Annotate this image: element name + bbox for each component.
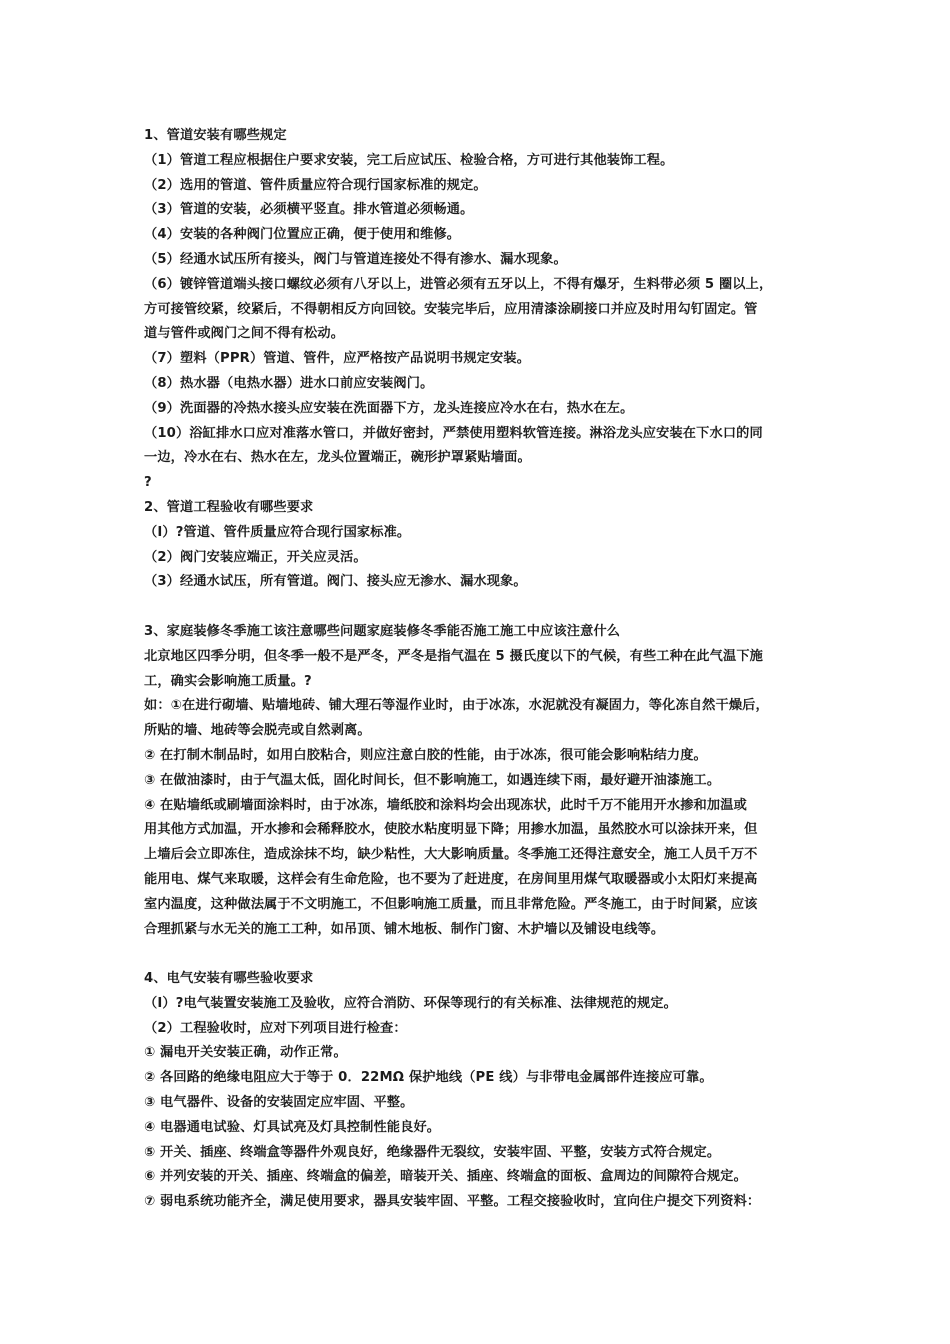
section-4-heading: 4、电气安装有哪些验收要求 [144, 971, 314, 987]
paragraph-gap [144, 595, 812, 620]
section-3-line: 室内温度，这种做法属于不文明施工，不但影响施工质量，而且非常危险。严冬施工，由于时间紧，应该 [144, 896, 758, 912]
section-4-line: ① 漏电开关安装正确，动作正常。 [144, 1045, 347, 1061]
section-1-line: （5）经通水试压所有接头，阀门与管道连接处不得有渗水、漏水现象。 [144, 251, 567, 267]
section-1-line: （8）热水器（电热水器）进水口前应安装阀门。 [144, 375, 434, 391]
section-3-line: 能用电、煤气来取暖，这样会有生命危险，也不要为了赶进度，在房间里用煤气取暖器或小太阳灯来提高 [144, 871, 758, 887]
section-1-line: （4）安装的各种阀门位置应正确，便于使用和维修。 [144, 227, 461, 243]
section-3-line: 如：①在进行砌墙、贴墙地砖、铺大理石等湿作业时，由于冰冻，水泥就没有凝固力，等化冻自然干燥后， [144, 698, 769, 714]
section-4-line: ③ 电气器件、设备的安装固定应牢固、平整。 [144, 1095, 414, 1111]
section-2-heading: 2、管道工程验收有哪些要求 [144, 499, 314, 515]
section-1-line: （2）选用的管道、管件质量应符合现行国家标准的规定。 [144, 177, 487, 193]
section-4-line: （2）工程验收时，应对下列项目进行检查： [144, 1020, 407, 1036]
section-3-line: 所贴的墙、地砖等会脱壳或自然剥离。 [144, 723, 371, 739]
section-4-line: ⑥ 并列安装的开关、插座、终端盒的偏差，暗装开关、插座、终端盒的面板、盒周边的间隙符合规定。 [144, 1169, 747, 1185]
section-4-line: ② 各回路的绝缘电阻应大于等于 0．22MΩ 保护地线（PE 线）与非带电金属部件连接应可靠。 [144, 1070, 713, 1086]
section-1-line: 一边，冷水在右、热水在左，龙头位置端正，碗形护罩紧贴墙面。 [144, 450, 531, 466]
section-1-line: （1）管道工程应根据住户要求安装，完工后应试压、检验合格，方可进行其他装饰工程。 [144, 152, 674, 168]
section-3-line: 工，确实会影响施工质量。? [144, 673, 312, 689]
section-3-line: 合理抓紧与水无关的施工工种，如吊顶、铺木地板、制作门窗、木护墙以及铺设电线等。 [144, 921, 665, 937]
section-4-line: ⑤ 开关、插座、终端盒等器件外观良好，绝缘器件无裂纹，安装牢固、平整，安装方式符合规定。 [144, 1144, 721, 1160]
section-1-heading: 1、管道安装有哪些规定 [144, 128, 287, 143]
section-1-line: （7）塑料（PPR）管道、管件，应严格按产品说明书规定安装。 [144, 351, 531, 367]
document-page [144, 124, 812, 1215]
section-4-line: （I）?电气装置安装施工及验收，应符合消防、环保等现行的有关标准、法律规范的规定。 [144, 995, 678, 1011]
section-1-line: 道与管件或阀门之间不得有松动。 [144, 326, 345, 342]
section-1-line: ? [144, 475, 152, 491]
section-1-line: （3）管道的安装，必须横平竖直。排水管道必须畅通。 [144, 202, 474, 218]
section-3-heading: 3、家庭装修冬季施工该注意哪些问题家庭装修冬季能否施工施工中应该注意什么 [144, 623, 621, 639]
paragraph-gap [144, 942, 812, 967]
section-1-line: （10）浴缸排水口应对准落水管口，并做好密封，严禁使用塑料软管连接。淋浴龙头应安装在下水口的同 [144, 425, 763, 441]
section-1-line: （9）洗面器的冷热水接头应安装在洗面器下方，龙头连接应冷水在右，热水在左。 [144, 400, 634, 416]
section-3-line: 用其他方式加温，开水掺和会稀释胶水，使胶水粘度明显下降；用掺水加温，虽然胶水可以涂抹开来，但 [144, 822, 758, 838]
section-3-line: ③ 在做油漆时，由于气温太低，固化时间长，但不影响施工，如遇连续下雨，最好避开油漆施工。 [144, 772, 721, 788]
section-3-line: 北京地区四季分明，但冬季一般不是严冬，严冬是指气温在 5 摄氏度以下的气候，有些工种在此气温下施 [144, 648, 763, 664]
section-3-line: ② 在打制木制品时，如用白胶粘合，则应注意白胶的性能，由于冰冻，很可能会影响粘结力度。 [144, 747, 707, 763]
section-2-line: （3）经通水试压，所有管道。阀门、接头应无渗水、漏水现象。 [144, 574, 527, 590]
section-4-line: ⑦ 弱电系统功能齐全，满足使用要求，器具安装牢固、平整。工程交接验收时，宜向住户提交下列资料： [144, 1194, 761, 1210]
section-2-line: （2）阀门安装应端正，开关应灵活。 [144, 549, 367, 565]
section-4-line: ④ 电器通电试验、灯具试亮及灯具控制性能良好。 [144, 1119, 441, 1135]
section-1-line: 方可接管绞紧，绞紧后，不得朝相反方向回铰。安装完毕后，应用清漆涂刷接口并应及时用勾钉固定。管 [144, 301, 758, 317]
section-3-line: ④ 在贴墙纸或刷墙面涂料时，由于冰冻，墙纸胶和涂料均会出现冻状，此时千万不能用开水掺和加温或 [144, 797, 747, 813]
section-2-line: （I）?管道、管件质量应符合现行国家标准。 [144, 524, 411, 540]
section-3-line: 上墙后会立即冻住，造成涂抹不均，缺少粘性，大大影响质量。冬季施工还得注意安全，施工人员千万不 [144, 847, 758, 863]
section-1-line: （6）镀锌管道端头接口螺纹必须有八牙以上，进管必须有五牙以上，不得有爆牙，生料带必须 5 圈以上， [144, 276, 773, 292]
